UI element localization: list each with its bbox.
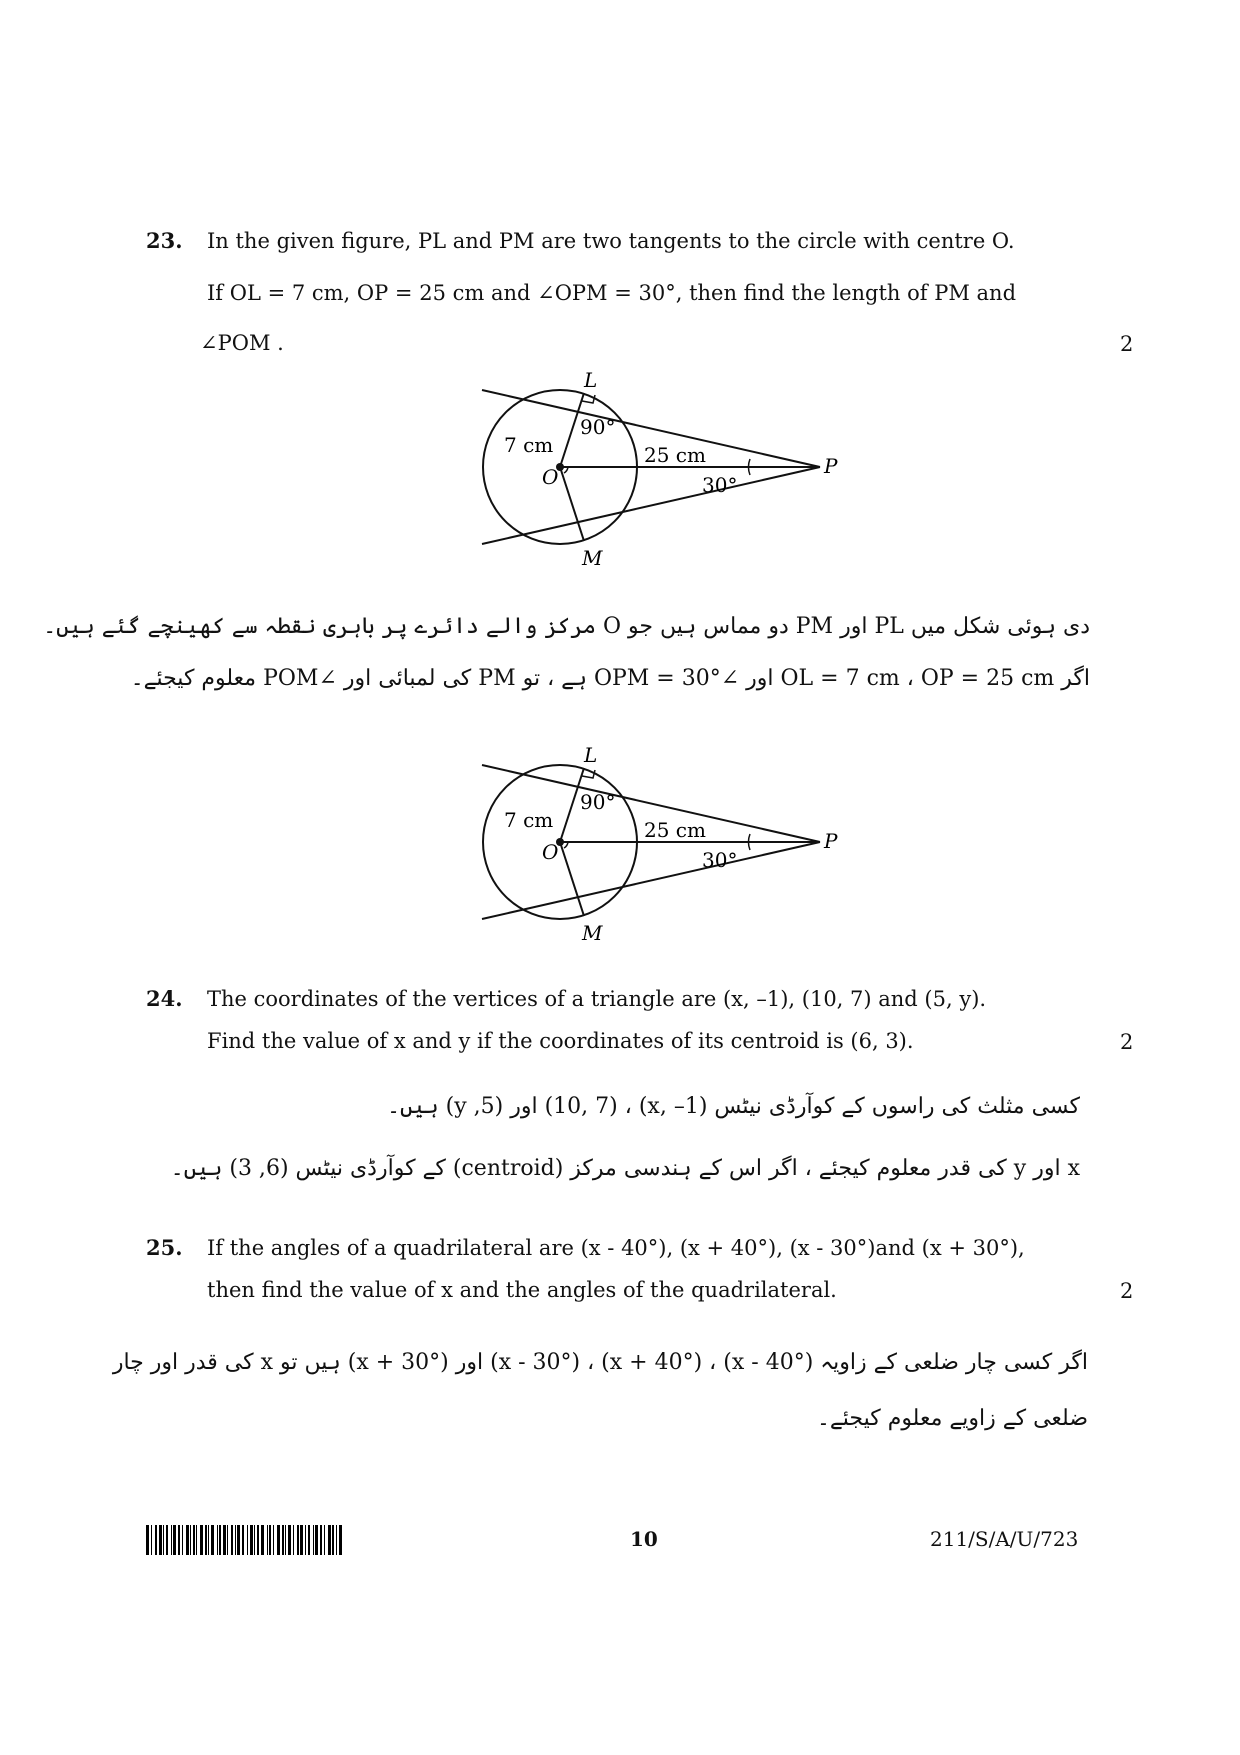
tangent-pm [482, 467, 820, 544]
label-op: 25 cm [644, 818, 706, 842]
question-25-urdu-line-2: ضلعی کے زاویے معلوم کیجئے۔ [816, 1406, 1088, 1431]
question-24-urdu-line-2: x اور y کی قدر معلوم کیجئے ، اگر اس کے ہندسی مرکز (centroid) کے کوآرڈی نیٹس (6, 3) ہیں۔ [170, 1156, 1080, 1181]
radius-om [560, 467, 584, 541]
question-24-urdu-line-1: کسی مثلث کی راسوں کے کوآرڈی نیٹس (x, –1) ، (10, 7) اور (5, y) ہیں۔ [387, 1094, 1080, 1119]
question-24-line-2: Find the value of x and y if the coordinates of its centroid is (6, 3). [207, 1029, 914, 1053]
label-m: M [582, 921, 603, 945]
tangent-pm [482, 842, 820, 919]
tangent-figure-2 [460, 745, 860, 945]
label-angle-p: 30° [702, 848, 738, 872]
paper-code: 211/S/A/U/723 [930, 1527, 1079, 1551]
question-25-urdu-line-1: اگر کسی چار ضلعی کے زاویہ (x - 40°) ، (x + 40°) ، (x - 30°) اور (x + 30°) ہیں تو x کی قدر اور چار [112, 1350, 1088, 1375]
question-24-line-1: The coordinates of the vertices of a triangle are (x, –1), (10, 7) and (5, y). [207, 987, 987, 1011]
question-24-number: 24. [146, 986, 183, 1011]
question-23-line-2: If OL = 7 cm, OP = 25 cm and ∠OPM = 30°, then find the length of PM and [207, 281, 1017, 305]
label-angle-l: 90° [580, 415, 616, 439]
label-m: M [582, 546, 603, 570]
question-24-marks: 2 [1120, 1030, 1134, 1054]
question-23-marks: 2 [1120, 332, 1134, 356]
tangent-figure-1 [460, 370, 860, 570]
label-p: P [824, 454, 838, 478]
question-23-number: 23. [146, 228, 183, 253]
label-o: O [542, 840, 559, 864]
question-25-marks: 2 [1120, 1279, 1134, 1303]
question-25-number: 25. [146, 1235, 183, 1260]
label-angle-p: 30° [702, 473, 738, 497]
label-radius: 7 cm [504, 808, 554, 832]
label-l: L [584, 745, 598, 767]
page-number: 10 [630, 1527, 658, 1551]
question-23-line-3: ∠POM . [200, 331, 284, 355]
label-p: P [824, 829, 838, 853]
question-23-urdu-line-2: اگر OL = 7 cm ، OP = 25 cm اور ∠OPM = 30° ہے ، تو PM کی لمبائی اور ∠POM معلوم کیجئے۔ [130, 666, 1090, 691]
question-23-urdu-line-1: دی ہوئی شکل میں PL اور PM دو مماس ہیں جو O مرکز والے دائرے پر باہری نقطہ سے کھینچے گئے ہیں۔ [43, 614, 1090, 639]
label-o: O [542, 465, 559, 489]
barcode [146, 1525, 342, 1555]
radius-om [560, 842, 584, 916]
question-25-line-2: then find the value of x and the angles of the quadrilateral. [207, 1278, 837, 1302]
label-radius: 7 cm [504, 433, 554, 457]
question-25-line-1: If the angles of a quadrilateral are (x - 40°), (x + 40°), (x - 30°)and (x + 30°), [207, 1236, 1025, 1260]
label-l: L [584, 370, 598, 392]
label-angle-l: 90° [580, 790, 616, 814]
question-23-line-1: In the given figure, PL and PM are two tangents to the circle with centre O. [207, 229, 1015, 253]
label-op: 25 cm [644, 443, 706, 467]
